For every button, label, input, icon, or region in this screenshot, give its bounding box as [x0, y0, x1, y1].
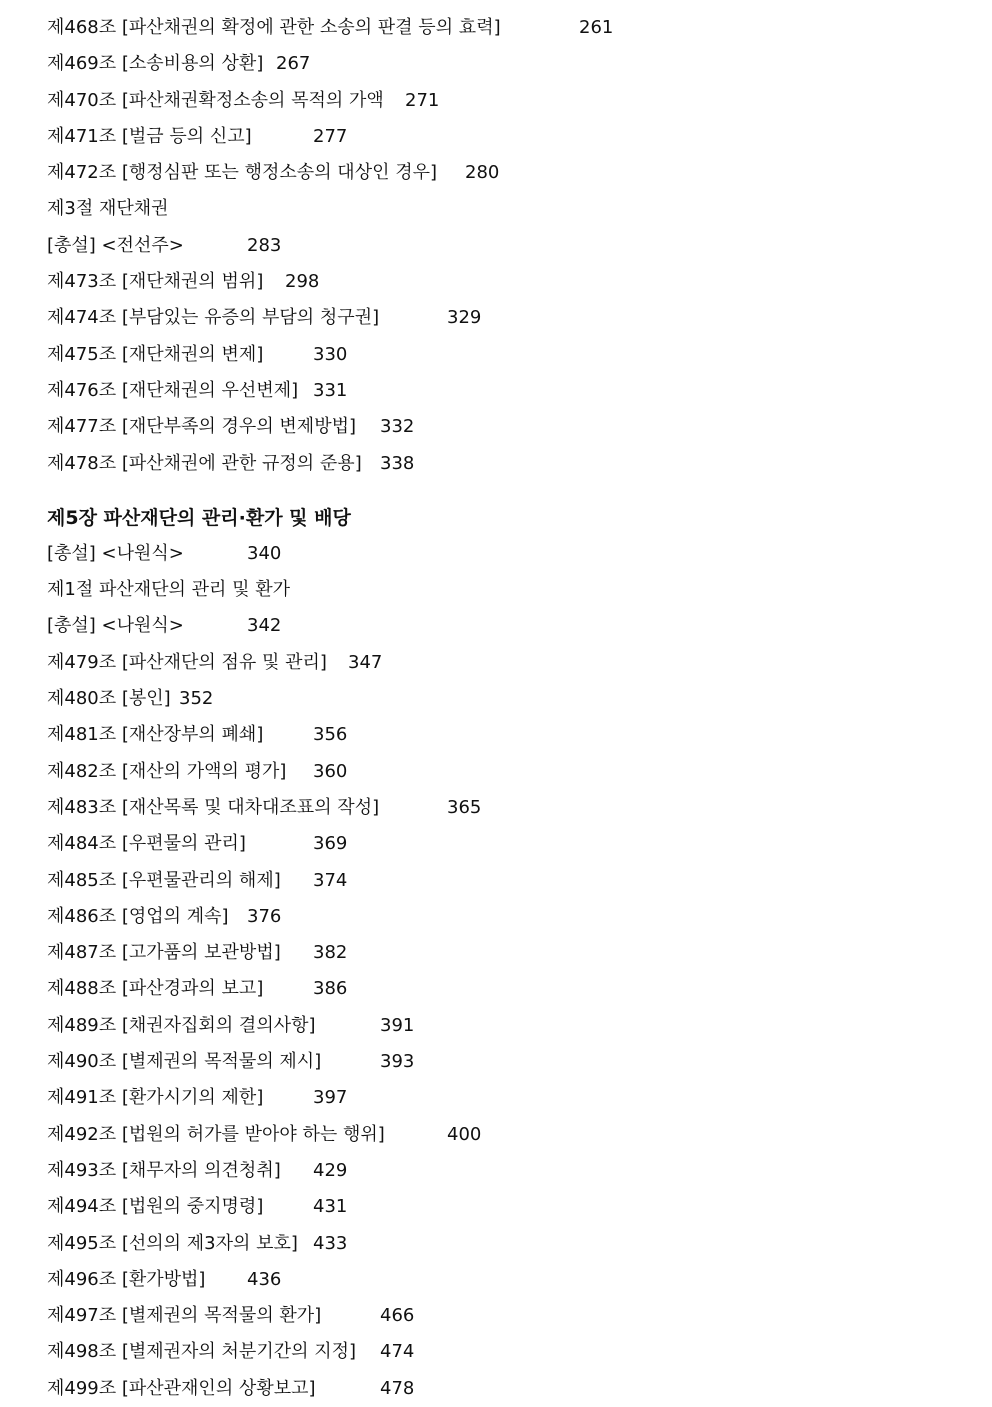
toc-entry-title: 제492조 [법원의 허가를 받아야 하는 행위]	[47, 1123, 385, 1145]
toc-entry-page: 331	[313, 379, 348, 401]
toc-entry-page: 429	[313, 1159, 348, 1181]
toc-entry-title: 제494조 [법원의 중지명령]	[47, 1196, 264, 1218]
toc-entry-page: 397	[313, 1087, 348, 1109]
toc-chapter-5-entries	[47, 536, 947, 1407]
toc-entry-page: 280	[465, 162, 500, 184]
toc-entry-page: 376	[247, 905, 282, 927]
toc-entry-page: 436	[247, 1268, 282, 1290]
toc-entry	[47, 971, 947, 1007]
toc-entry	[47, 1117, 947, 1153]
toc-entry-title: 제470조 [파산채권확정소송의 목적의 가액	[47, 89, 384, 111]
toc-entry-title: 제478조 [파산채권에 관한 규정의 준용]	[47, 452, 362, 474]
toc-entry-page: 393	[380, 1051, 415, 1073]
toc-entry-title: 제483조 [재산목록 및 대차대조표의 작성]	[47, 796, 380, 818]
toc-entry-title: 제482조 [재산의 가액의 평가]	[47, 760, 287, 782]
toc-entry	[47, 1189, 947, 1225]
toc-entry-title: 제469조 [소송비용의 상환]	[47, 53, 264, 75]
toc-entry	[47, 46, 947, 82]
toc-entry-title: [총설] <나원식>	[47, 542, 184, 564]
toc-entry	[47, 1298, 947, 1334]
toc-entry-title: 제471조 [벌금 등의 신고]	[47, 125, 252, 147]
toc-entry	[47, 899, 947, 935]
toc-section-4-entries	[47, 10, 947, 482]
toc-entry-page: 386	[313, 978, 348, 1000]
toc-entry-page: 478	[380, 1377, 415, 1399]
toc-entry-title: 제479조 [파산재단의 점유 및 관리]	[47, 651, 327, 673]
toc-entry	[47, 1371, 947, 1407]
toc-entry-page: 391	[380, 1014, 415, 1036]
toc-entry	[47, 337, 947, 373]
toc-entry-title: 제1절 파산재단의 관리 및 환가	[47, 579, 290, 601]
toc-entry-title: 제3절 재단채권	[47, 198, 169, 220]
toc-entry-title: 제496조 [환가방법]	[47, 1268, 206, 1290]
toc-entry	[47, 119, 947, 155]
toc-entry-page: 474	[380, 1341, 415, 1363]
toc-entry	[47, 83, 947, 119]
toc-entry-title: 제476조 [재단채권의 우선변제]	[47, 379, 299, 401]
toc-entry	[47, 10, 947, 46]
toc-entry-page: 347	[348, 651, 383, 673]
toc-entry	[47, 754, 947, 790]
toc-entry-title: 제486조 [영업의 계속]	[47, 905, 229, 927]
toc-entry-page: 369	[313, 833, 348, 855]
toc-entry-page: 374	[313, 869, 348, 891]
toc-entry	[47, 264, 947, 300]
table-of-contents	[47, 10, 947, 1407]
toc-entry-page: 431	[313, 1196, 348, 1218]
toc-entry-page: 466	[380, 1305, 415, 1327]
toc-entry-title: 제484조 [우편물의 관리]	[47, 833, 246, 855]
toc-entry-title: 제485조 [우편물관리의 해제]	[47, 869, 281, 891]
toc-entry-page: 356	[313, 724, 348, 746]
toc-entry-title: 제491조 [환가시기의 제한]	[47, 1087, 264, 1109]
toc-entry	[47, 608, 947, 644]
toc-entry	[47, 572, 947, 608]
toc-entry	[47, 935, 947, 971]
toc-entry-title: 제475조 [재단채권의 변제]	[47, 343, 264, 365]
toc-entry-title: 제499조 [파산관재인의 상황보고]	[47, 1377, 316, 1399]
toc-entry	[47, 446, 947, 482]
toc-entry-page: 271	[405, 89, 440, 111]
toc-entry	[47, 191, 947, 227]
toc-entry	[47, 790, 947, 826]
toc-entry-title: 제474조 [부담있는 유증의 부담의 청구권]	[47, 307, 380, 329]
toc-entry	[47, 300, 947, 336]
toc-entry-page: 338	[380, 452, 415, 474]
toc-entry-page: 433	[313, 1232, 348, 1254]
toc-entry	[47, 1153, 947, 1189]
toc-entry	[47, 228, 947, 264]
toc-entry-page: 261	[579, 17, 614, 38]
toc-entry	[47, 1226, 947, 1262]
toc-entry-title: 제488조 [파산경과의 보고]	[47, 978, 264, 1000]
toc-entry	[47, 1080, 947, 1116]
toc-entry-page: 329	[447, 307, 482, 329]
toc-entry-title: [총설] <나원식>	[47, 615, 184, 637]
toc-entry	[47, 155, 947, 191]
toc-entry-title: 제468조 [파산채권의 확정에 관한 소송의 판결 등의 효력]	[47, 17, 501, 38]
toc-entry-page: 360	[313, 760, 348, 782]
toc-entry	[47, 645, 947, 681]
toc-entry	[47, 1262, 947, 1298]
toc-entry-title: [총설] <전선주>	[47, 234, 184, 256]
toc-entry-title: 제497조 [별제권의 목적물의 환가]	[47, 1305, 322, 1327]
toc-entry-page: 365	[447, 796, 482, 818]
toc-entry-page: 277	[313, 125, 348, 147]
toc-entry-page: 283	[247, 234, 282, 256]
toc-entry-page: 382	[313, 942, 348, 964]
toc-entry	[47, 1044, 947, 1080]
toc-entry-page: 267	[276, 53, 311, 75]
toc-entry-title: 제490조 [별제권의 목적물의 제시]	[47, 1051, 322, 1073]
toc-entry-title: 제473조 [재단채권의 범위]	[47, 271, 264, 293]
toc-entry	[47, 863, 947, 899]
toc-entry	[47, 717, 947, 753]
toc-entry	[47, 681, 947, 717]
toc-entry-page: 400	[447, 1123, 482, 1145]
toc-entry-page: 352	[179, 688, 214, 710]
toc-entry-title: 제489조 [채권자집회의 결의사항]	[47, 1014, 316, 1036]
toc-entry-title: 제498조 [별제권자의 처분기간의 지정]	[47, 1341, 356, 1363]
toc-entry	[47, 1008, 947, 1044]
toc-entry-title: 제477조 [재단부족의 경우의 변제방법]	[47, 416, 356, 438]
toc-entry-page: 330	[313, 343, 348, 365]
toc-entry	[47, 826, 947, 862]
toc-entry	[47, 409, 947, 445]
toc-entry-title: 제487조 [고가품의 보관방법]	[47, 942, 281, 964]
toc-entry-page: 298	[285, 271, 320, 293]
toc-entry-page: 332	[380, 416, 415, 438]
toc-entry	[47, 536, 947, 572]
toc-entry	[47, 1334, 947, 1370]
toc-entry	[47, 373, 947, 409]
toc-entry-title: 제472조 [행정심판 또는 행정소송의 대상인 경우]	[47, 162, 437, 184]
toc-entry-title: 제480조 [봉인]	[47, 688, 171, 710]
toc-entry-title: 제495조 [선의의 제3자의 보호]	[47, 1232, 298, 1254]
chapter-title: 제5장 파산재단의 관리·환가 및 배당	[47, 506, 351, 529]
toc-entry-title: 제493조 [채무자의 의견청취]	[47, 1159, 281, 1181]
toc-entry-page: 342	[247, 615, 282, 637]
chapter-heading	[47, 482, 947, 536]
toc-entry-page: 340	[247, 542, 282, 564]
toc-entry-title: 제481조 [재산장부의 폐쇄]	[47, 724, 264, 746]
